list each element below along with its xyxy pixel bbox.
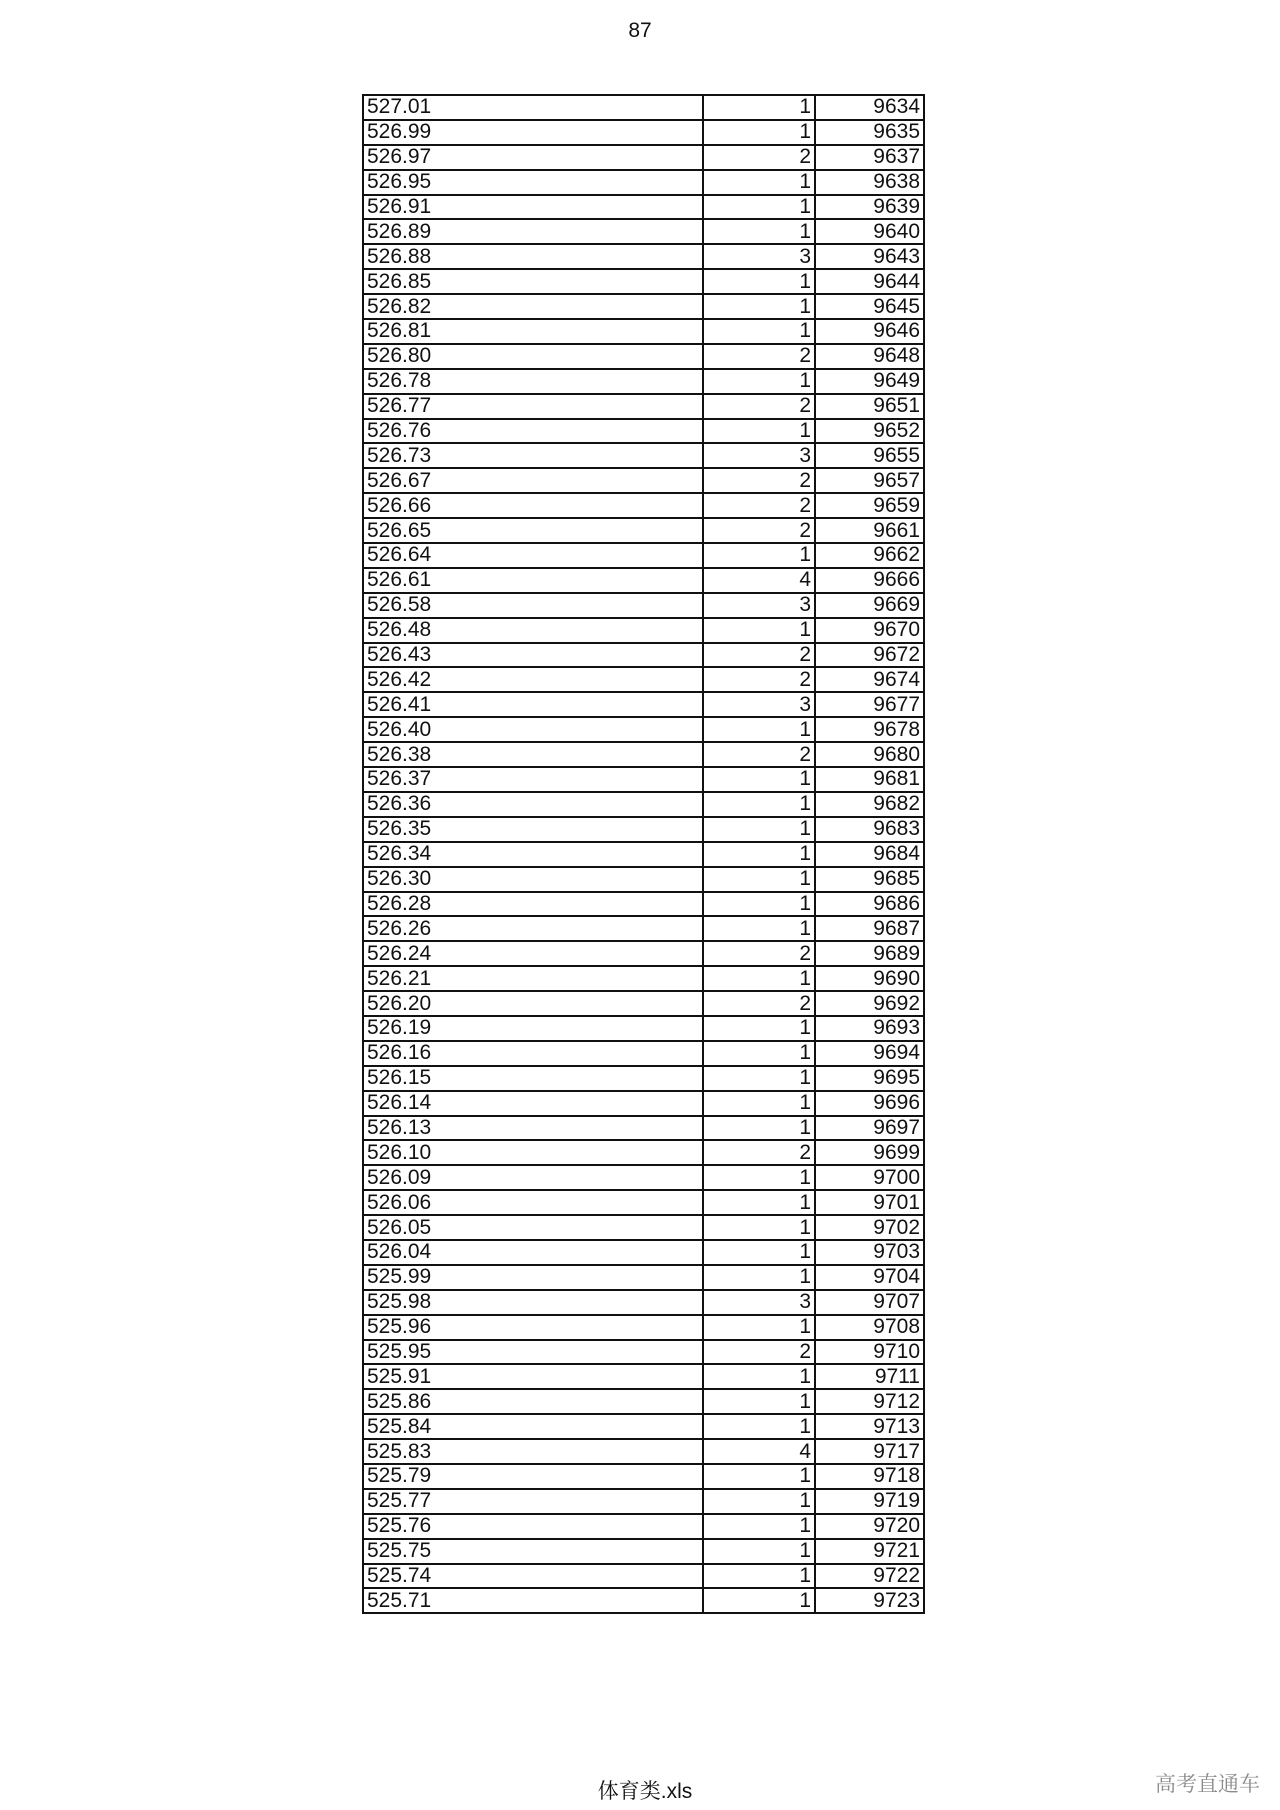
count-cell: 1 xyxy=(703,792,815,817)
count-cell: 2 xyxy=(703,1140,815,1165)
rank-cell: 9686 xyxy=(815,892,924,917)
count-cell: 4 xyxy=(703,1439,815,1464)
table-row xyxy=(363,792,924,817)
rank-cell: 9684 xyxy=(815,842,924,867)
score-cell: 526.95 xyxy=(363,170,703,195)
table-row xyxy=(363,1389,924,1414)
table-row xyxy=(363,294,924,319)
score-cell: 526.20 xyxy=(363,991,703,1016)
table-row xyxy=(363,1514,924,1539)
score-cell: 526.81 xyxy=(363,319,703,344)
score-cell: 526.14 xyxy=(363,1091,703,1116)
score-cell: 527.01 xyxy=(363,95,703,120)
rank-cell: 9634 xyxy=(815,95,924,120)
count-cell: 1 xyxy=(703,966,815,991)
count-cell: 1 xyxy=(703,618,815,643)
score-cell: 526.43 xyxy=(363,643,703,668)
table-row xyxy=(363,443,924,468)
score-cell: 526.89 xyxy=(363,219,703,244)
count-cell: 1 xyxy=(703,892,815,917)
score-cell: 526.13 xyxy=(363,1116,703,1141)
table-row xyxy=(363,1340,924,1365)
score-cell: 526.41 xyxy=(363,692,703,717)
count-cell: 1 xyxy=(703,867,815,892)
count-cell: 1 xyxy=(703,95,815,120)
rank-cell: 9692 xyxy=(815,991,924,1016)
rank-cell: 9707 xyxy=(815,1290,924,1315)
table-row xyxy=(363,1041,924,1066)
count-cell: 1 xyxy=(703,1016,815,1041)
table-row xyxy=(363,219,924,244)
table-row xyxy=(363,1165,924,1190)
count-cell: 1 xyxy=(703,1190,815,1215)
table-row xyxy=(363,319,924,344)
count-cell: 1 xyxy=(703,1240,815,1265)
rank-cell: 9670 xyxy=(815,618,924,643)
score-cell: 526.99 xyxy=(363,120,703,145)
count-cell: 1 xyxy=(703,419,815,444)
table-row xyxy=(363,1539,924,1564)
count-cell: 1 xyxy=(703,1364,815,1389)
rank-cell: 9683 xyxy=(815,817,924,842)
table-row xyxy=(363,941,924,966)
table-row xyxy=(363,95,924,120)
rank-cell: 9677 xyxy=(815,692,924,717)
table-row xyxy=(363,667,924,692)
rank-cell: 9689 xyxy=(815,941,924,966)
rank-cell: 9635 xyxy=(815,120,924,145)
score-cell: 526.91 xyxy=(363,195,703,220)
count-cell: 1 xyxy=(703,1464,815,1489)
count-cell: 1 xyxy=(703,170,815,195)
rank-cell: 9651 xyxy=(815,394,924,419)
rank-cell: 9720 xyxy=(815,1514,924,1539)
score-cell: 526.40 xyxy=(363,717,703,742)
score-cell: 526.09 xyxy=(363,1165,703,1190)
rank-cell: 9690 xyxy=(815,966,924,991)
count-cell: 1 xyxy=(703,1116,815,1141)
count-cell: 1 xyxy=(703,1564,815,1589)
score-cell: 526.26 xyxy=(363,916,703,941)
score-table xyxy=(362,94,925,1614)
count-cell: 2 xyxy=(703,941,815,966)
score-cell: 526.73 xyxy=(363,443,703,468)
rank-cell: 9644 xyxy=(815,269,924,294)
count-cell: 1 xyxy=(703,842,815,867)
count-cell: 2 xyxy=(703,518,815,543)
table-row xyxy=(363,1290,924,1315)
table-row xyxy=(363,244,924,269)
count-cell: 1 xyxy=(703,1165,815,1190)
rank-cell: 9640 xyxy=(815,219,924,244)
rank-cell: 9672 xyxy=(815,643,924,668)
count-cell: 1 xyxy=(703,1489,815,1514)
score-cell: 526.34 xyxy=(363,842,703,867)
rank-cell: 9702 xyxy=(815,1215,924,1240)
table-row xyxy=(363,543,924,568)
table-row xyxy=(363,867,924,892)
table-row xyxy=(363,1364,924,1389)
rank-cell: 9645 xyxy=(815,294,924,319)
rank-cell: 9703 xyxy=(815,1240,924,1265)
score-cell: 526.64 xyxy=(363,543,703,568)
count-cell: 2 xyxy=(703,145,815,170)
rank-cell: 9655 xyxy=(815,443,924,468)
score-cell: 526.37 xyxy=(363,767,703,792)
count-cell: 4 xyxy=(703,568,815,593)
table-row xyxy=(363,468,924,493)
score-cell: 526.15 xyxy=(363,1066,703,1091)
score-cell: 525.95 xyxy=(363,1340,703,1365)
table-row xyxy=(363,991,924,1016)
rank-cell: 9704 xyxy=(815,1265,924,1290)
rank-cell: 9666 xyxy=(815,568,924,593)
score-cell: 526.28 xyxy=(363,892,703,917)
count-cell: 3 xyxy=(703,692,815,717)
count-cell: 1 xyxy=(703,195,815,220)
score-table-body xyxy=(363,95,924,1613)
table-row xyxy=(363,1116,924,1141)
score-cell: 526.67 xyxy=(363,468,703,493)
table-row xyxy=(363,1265,924,1290)
score-cell: 526.06 xyxy=(363,1190,703,1215)
count-cell: 1 xyxy=(703,1215,815,1240)
table-row xyxy=(363,767,924,792)
rank-cell: 9681 xyxy=(815,767,924,792)
rank-cell: 9711 xyxy=(815,1364,924,1389)
count-cell: 1 xyxy=(703,319,815,344)
count-cell: 1 xyxy=(703,767,815,792)
score-cell: 525.98 xyxy=(363,1290,703,1315)
rank-cell: 9659 xyxy=(815,493,924,518)
rank-cell: 9661 xyxy=(815,518,924,543)
count-cell: 1 xyxy=(703,916,815,941)
table-row xyxy=(363,742,924,767)
rank-cell: 9717 xyxy=(815,1439,924,1464)
file-name-footer: 体育类.xls xyxy=(597,1780,693,1803)
rank-cell: 9648 xyxy=(815,344,924,369)
table-row xyxy=(363,518,924,543)
score-cell: 526.21 xyxy=(363,966,703,991)
rank-cell: 9669 xyxy=(815,593,924,618)
table-row xyxy=(363,1564,924,1589)
table-row xyxy=(363,419,924,444)
count-cell: 1 xyxy=(703,120,815,145)
score-cell: 526.05 xyxy=(363,1215,703,1240)
rank-cell: 9693 xyxy=(815,1016,924,1041)
table-row xyxy=(363,1215,924,1240)
count-cell: 3 xyxy=(703,244,815,269)
score-cell: 526.97 xyxy=(363,145,703,170)
count-cell: 3 xyxy=(703,443,815,468)
count-cell: 2 xyxy=(703,1340,815,1365)
rank-cell: 9695 xyxy=(815,1066,924,1091)
count-cell: 2 xyxy=(703,493,815,518)
rank-cell: 9701 xyxy=(815,1190,924,1215)
table-row xyxy=(363,1489,924,1514)
score-cell: 526.10 xyxy=(363,1140,703,1165)
table-row xyxy=(363,269,924,294)
table-row xyxy=(363,1066,924,1091)
rank-cell: 9696 xyxy=(815,1091,924,1116)
count-cell: 1 xyxy=(703,1091,815,1116)
score-cell: 525.83 xyxy=(363,1439,703,1464)
rank-cell: 9637 xyxy=(815,145,924,170)
score-cell: 526.61 xyxy=(363,568,703,593)
score-cell: 526.77 xyxy=(363,394,703,419)
count-cell: 1 xyxy=(703,1389,815,1414)
table-row xyxy=(363,170,924,195)
rank-cell: 9697 xyxy=(815,1116,924,1141)
count-cell: 2 xyxy=(703,344,815,369)
table-row xyxy=(363,1240,924,1265)
rank-cell: 9694 xyxy=(815,1041,924,1066)
score-cell: 526.36 xyxy=(363,792,703,817)
count-cell: 2 xyxy=(703,991,815,1016)
table-row xyxy=(363,344,924,369)
count-cell: 1 xyxy=(703,1414,815,1439)
table-row xyxy=(363,916,924,941)
count-cell: 1 xyxy=(703,369,815,394)
score-cell: 526.80 xyxy=(363,344,703,369)
table-row xyxy=(363,717,924,742)
table-row xyxy=(363,593,924,618)
score-cell: 526.04 xyxy=(363,1240,703,1265)
score-cell: 525.91 xyxy=(363,1364,703,1389)
score-table-container xyxy=(362,94,923,1614)
count-cell: 1 xyxy=(703,1041,815,1066)
rank-cell: 9719 xyxy=(815,1489,924,1514)
score-cell: 525.84 xyxy=(363,1414,703,1439)
table-row xyxy=(363,145,924,170)
rank-cell: 9721 xyxy=(815,1539,924,1564)
table-row xyxy=(363,817,924,842)
score-cell: 526.30 xyxy=(363,867,703,892)
count-cell: 1 xyxy=(703,1066,815,1091)
count-cell: 1 xyxy=(703,543,815,568)
count-cell: 1 xyxy=(703,817,815,842)
score-cell: 526.19 xyxy=(363,1016,703,1041)
rank-cell: 9662 xyxy=(815,543,924,568)
table-row xyxy=(363,1016,924,1041)
count-cell: 2 xyxy=(703,667,815,692)
rank-cell: 9718 xyxy=(815,1464,924,1489)
table-row xyxy=(363,1091,924,1116)
count-cell: 1 xyxy=(703,1315,815,1340)
count-cell: 1 xyxy=(703,1539,815,1564)
count-cell: 1 xyxy=(703,1588,815,1613)
rank-cell: 9649 xyxy=(815,369,924,394)
count-cell: 2 xyxy=(703,394,815,419)
rank-cell: 9652 xyxy=(815,419,924,444)
score-cell: 526.85 xyxy=(363,269,703,294)
table-row xyxy=(363,618,924,643)
table-row xyxy=(363,1588,924,1613)
count-cell: 1 xyxy=(703,1265,815,1290)
rank-cell: 9657 xyxy=(815,468,924,493)
rank-cell: 9699 xyxy=(815,1140,924,1165)
score-cell: 525.71 xyxy=(363,1588,703,1613)
score-cell: 525.75 xyxy=(363,1539,703,1564)
table-row xyxy=(363,493,924,518)
score-cell: 526.88 xyxy=(363,244,703,269)
table-row xyxy=(363,1464,924,1489)
table-row xyxy=(363,643,924,668)
rank-cell: 9723 xyxy=(815,1588,924,1613)
score-cell: 526.16 xyxy=(363,1041,703,1066)
rank-cell: 9646 xyxy=(815,319,924,344)
score-cell: 525.99 xyxy=(363,1265,703,1290)
score-cell: 526.76 xyxy=(363,419,703,444)
table-row xyxy=(363,195,924,220)
table-row xyxy=(363,1315,924,1340)
rank-cell: 9685 xyxy=(815,867,924,892)
rank-cell: 9700 xyxy=(815,1165,924,1190)
count-cell: 1 xyxy=(703,717,815,742)
count-cell: 2 xyxy=(703,643,815,668)
score-cell: 526.48 xyxy=(363,618,703,643)
count-cell: 3 xyxy=(703,593,815,618)
table-row xyxy=(363,1190,924,1215)
score-cell: 526.38 xyxy=(363,742,703,767)
score-cell: 525.76 xyxy=(363,1514,703,1539)
rank-cell: 9643 xyxy=(815,244,924,269)
count-cell: 1 xyxy=(703,219,815,244)
score-cell: 525.74 xyxy=(363,1564,703,1589)
watermark-text: 高考直通车 xyxy=(1155,1773,1260,1796)
table-row xyxy=(363,692,924,717)
rank-cell: 9712 xyxy=(815,1389,924,1414)
rank-cell: 9639 xyxy=(815,195,924,220)
rank-cell: 9674 xyxy=(815,667,924,692)
table-row xyxy=(363,1439,924,1464)
score-cell: 526.66 xyxy=(363,493,703,518)
page-number: 87 xyxy=(628,19,652,42)
score-cell: 525.86 xyxy=(363,1389,703,1414)
table-row xyxy=(363,394,924,419)
table-row xyxy=(363,892,924,917)
table-row xyxy=(363,120,924,145)
count-cell: 2 xyxy=(703,468,815,493)
count-cell: 1 xyxy=(703,1514,815,1539)
score-cell: 525.96 xyxy=(363,1315,703,1340)
score-cell: 526.78 xyxy=(363,369,703,394)
score-cell: 526.58 xyxy=(363,593,703,618)
count-cell: 3 xyxy=(703,1290,815,1315)
rank-cell: 9708 xyxy=(815,1315,924,1340)
rank-cell: 9678 xyxy=(815,717,924,742)
count-cell: 2 xyxy=(703,742,815,767)
count-cell: 1 xyxy=(703,294,815,319)
score-cell: 526.82 xyxy=(363,294,703,319)
rank-cell: 9680 xyxy=(815,742,924,767)
rank-cell: 9713 xyxy=(815,1414,924,1439)
score-cell: 526.42 xyxy=(363,667,703,692)
table-row xyxy=(363,369,924,394)
table-row xyxy=(363,966,924,991)
rank-cell: 9722 xyxy=(815,1564,924,1589)
rank-cell: 9682 xyxy=(815,792,924,817)
score-cell: 525.77 xyxy=(363,1489,703,1514)
table-row xyxy=(363,842,924,867)
rank-cell: 9638 xyxy=(815,170,924,195)
score-cell: 525.79 xyxy=(363,1464,703,1489)
score-cell: 526.65 xyxy=(363,518,703,543)
table-row xyxy=(363,1414,924,1439)
count-cell: 1 xyxy=(703,269,815,294)
table-row xyxy=(363,1140,924,1165)
rank-cell: 9687 xyxy=(815,916,924,941)
score-cell: 526.24 xyxy=(363,941,703,966)
table-row xyxy=(363,568,924,593)
score-cell: 526.35 xyxy=(363,817,703,842)
rank-cell: 9710 xyxy=(815,1340,924,1365)
